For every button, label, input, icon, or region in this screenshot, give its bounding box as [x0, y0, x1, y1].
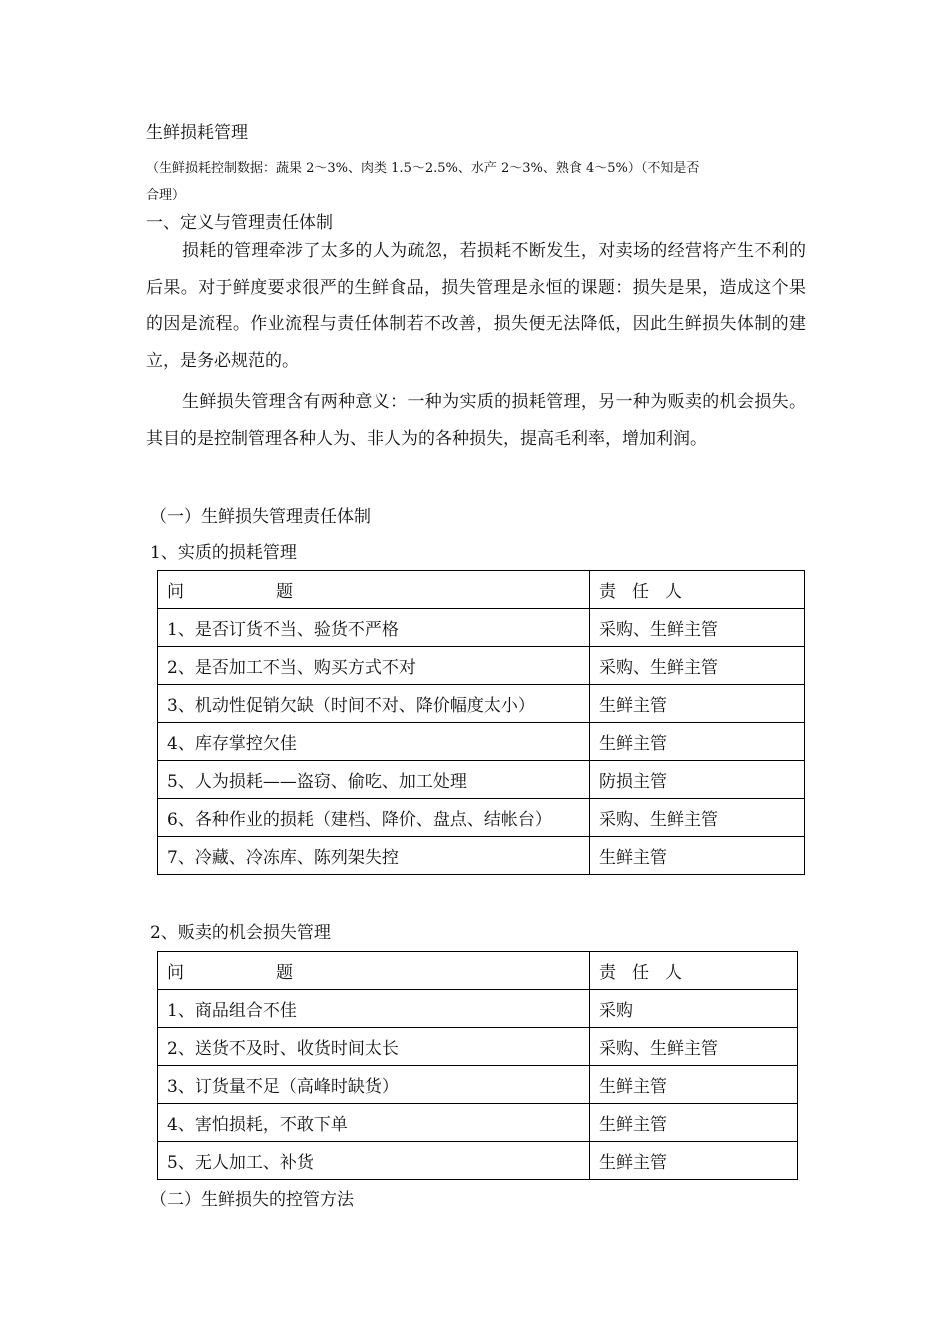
issue-cell: 1、商品组合不佳: [158, 990, 590, 1028]
subheading-opportunity-loss: 2、贩卖的机会损失管理: [150, 923, 331, 943]
owner-cell: 采购: [590, 990, 798, 1028]
table-row: [158, 723, 805, 761]
issue-cell: 2、是否加工不当、购买方式不对: [158, 647, 590, 685]
table-header-row: [158, 571, 805, 609]
header-owner: 责 任 人: [590, 571, 805, 609]
section-heading-definition: 一、定义与管理责任体制: [146, 213, 333, 233]
owner-cell: 生鲜主管: [590, 1142, 798, 1180]
opportunity-loss-table: [157, 951, 798, 1180]
owner-cell: 采购、生鲜主管: [590, 799, 805, 837]
table-row: [158, 990, 798, 1028]
header-issue: 问 题: [158, 571, 590, 609]
owner-cell: 采购、生鲜主管: [590, 609, 805, 647]
document-title: 生鲜损耗管理: [146, 123, 248, 143]
header-owner: 责 任 人: [590, 952, 798, 990]
paragraph-loss-meaning: 生鲜损失管理含有两种意义：一种为实质的损耗管理，另一种为贩卖的机会损失。其目的是控制管理各种人为、非人为的各种损失，提高毛利率，增加利润。: [146, 392, 806, 449]
owner-cell: 生鲜主管: [590, 685, 805, 723]
actual-loss-table: [157, 570, 805, 875]
table-header-row: [158, 952, 798, 990]
owner-cell: 采购、生鲜主管: [590, 647, 805, 685]
table-row: [158, 799, 805, 837]
table-row: [158, 609, 805, 647]
owner-cell: 生鲜主管: [590, 1066, 798, 1104]
owner-cell: 生鲜主管: [590, 837, 805, 875]
owner-cell: 生鲜主管: [590, 1104, 798, 1142]
issue-cell: 6、各种作业的损耗（建档、降价、盘点、结帐台）: [158, 799, 590, 837]
loss-rate-note: （生鲜损耗控制数据：蔬果 2～3%、肉类 1.5～2.5%、水产 2～3%、熟食 4～5%）（不知是否: [146, 161, 700, 176]
table-row: [158, 685, 805, 723]
paragraph-loss-management: 损耗的管理牵涉了太多的人为疏忽，若损耗不断发生，对卖场的经营将产生不利的后果。对于鲜度要求很严的生鲜食品，损失管理是永恒的课题：损失是果，造成这个果的因是流程。作业流程与责任体制若不改善，损失便无法降低，因此生鲜损失体制的建立，是务必规范的。: [146, 241, 806, 371]
owner-cell: 防损主管: [590, 761, 805, 799]
owner-cell: 采购、生鲜主管: [590, 1028, 798, 1066]
issue-cell: 7、冷藏、冷冻库、陈列架失控: [158, 837, 590, 875]
issue-cell: 5、人为损耗——盗窃、偷吃、加工处理: [158, 761, 590, 799]
table-row: [158, 1104, 798, 1142]
issue-cell: 3、订货量不足（高峰时缺货）: [158, 1066, 590, 1104]
table-row: [158, 647, 805, 685]
table-row: [158, 1066, 798, 1104]
table-row: [158, 1028, 798, 1066]
header-issue: 问 题: [158, 952, 590, 990]
table-row: [158, 837, 805, 875]
table-row: [158, 761, 805, 799]
issue-cell: 2、送货不及时、收货时间太长: [158, 1028, 590, 1066]
section-heading-control-methods: （二）生鲜损失的控管方法: [150, 1190, 354, 1210]
section-heading-responsibility: （一）生鲜损失管理责任体制: [150, 507, 371, 527]
owner-cell: 生鲜主管: [590, 723, 805, 761]
issue-cell: 1、是否订货不当、验货不严格: [158, 609, 590, 647]
issue-cell: 4、库存掌控欠佳: [158, 723, 590, 761]
subheading-actual-loss: 1、实质的损耗管理: [150, 543, 297, 563]
issue-cell: 4、害怕损耗，不敢下单: [158, 1104, 590, 1142]
loss-rate-note-continued: 合理）: [146, 188, 186, 203]
table-row: [158, 1142, 798, 1180]
issue-cell: 5、无人加工、补货: [158, 1142, 590, 1180]
issue-cell: 3、机动性促销欠缺（时间不对、降价幅度太小）: [158, 685, 590, 723]
